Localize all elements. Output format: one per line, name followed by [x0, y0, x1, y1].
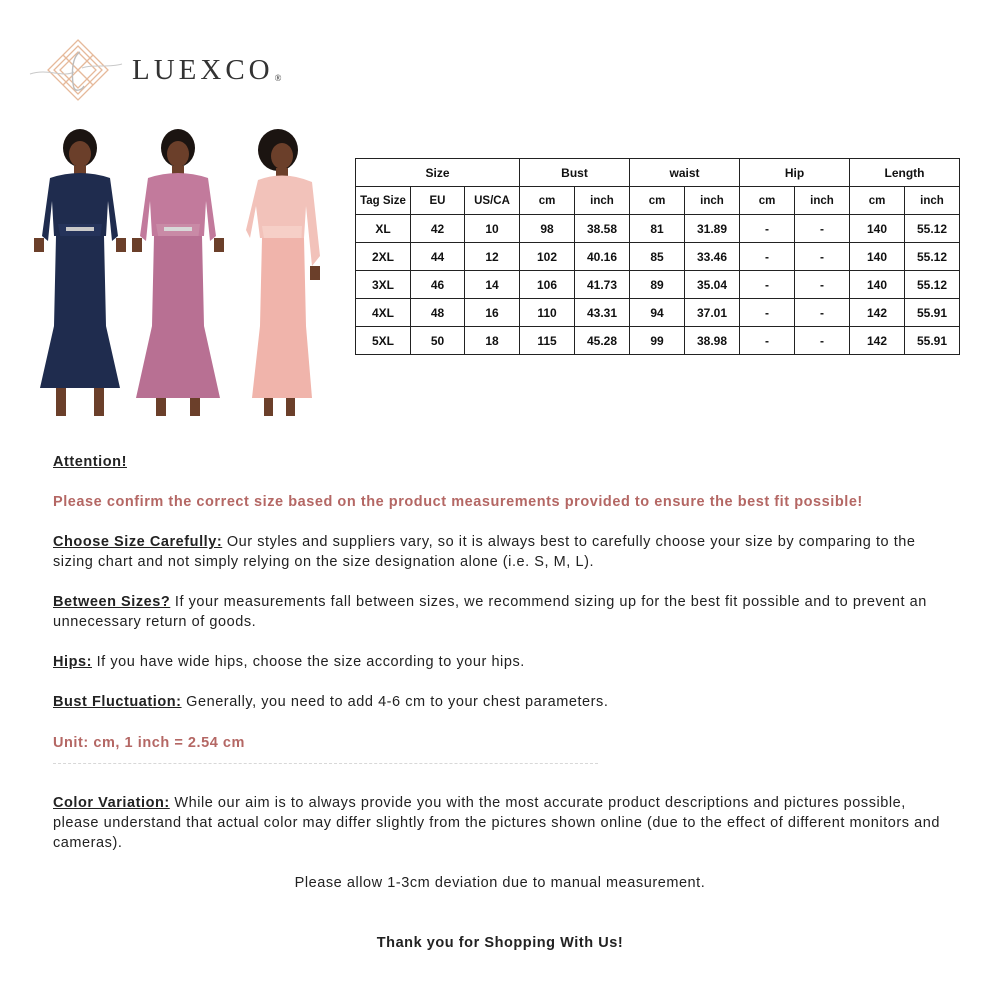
table-cell: 85 — [630, 243, 685, 271]
table-row — [356, 243, 960, 271]
table-cell: 55.12 — [905, 271, 960, 299]
bust-note — [53, 692, 953, 712]
brand-reg-mark: ® — [274, 73, 282, 83]
subheader-cell: inch — [575, 187, 630, 215]
model-navy-dress — [28, 126, 132, 418]
between-sizes-note — [53, 592, 953, 632]
subheader-cell: cm — [520, 187, 575, 215]
table-cell: 115 — [520, 327, 575, 355]
subheader-cell: Tag Size — [356, 187, 411, 215]
between-sizes-label: Between Sizes? — [53, 594, 171, 610]
color-variation-label: Color Variation: — [53, 795, 170, 811]
table-cell: 140 — [850, 243, 905, 271]
table-cell: 140 — [850, 271, 905, 299]
table-cell: 5XL — [356, 327, 411, 355]
brand-logo — [28, 38, 288, 102]
confirm-notice: Please confirm the correct size based on the product measurements provided to ensure the best fit possible! — [53, 494, 863, 510]
table-cell: 55.12 — [905, 215, 960, 243]
brand-name: LUEXCO — [132, 54, 274, 86]
table-cell: 94 — [630, 299, 685, 327]
table-cell: 48 — [411, 299, 465, 327]
table-cell: 3XL — [356, 271, 411, 299]
unit-note: Unit: cm, 1 inch = 2.54 cm — [53, 735, 245, 751]
table-row — [356, 215, 960, 243]
table-cell: 98 — [520, 215, 575, 243]
table-cell: 55.91 — [905, 299, 960, 327]
size-chart-body — [356, 159, 960, 355]
table-cell: - — [795, 271, 850, 299]
table-cell: - — [740, 243, 795, 271]
color-variation-note — [53, 793, 953, 853]
group-header-cell: Hip — [740, 159, 850, 187]
bust-label: Bust Fluctuation: — [53, 694, 182, 710]
table-cell: - — [795, 299, 850, 327]
deviation-note: Please allow 1-3cm deviation due to manual measurement. — [294, 875, 706, 891]
luexco-monogram-icon — [28, 38, 124, 102]
table-cell: 55.12 — [905, 243, 960, 271]
thanks-message: Thank you for Shopping With Us! — [376, 935, 624, 951]
table-cell: XL — [356, 215, 411, 243]
table-cell: 4XL — [356, 299, 411, 327]
table-cell: 43.31 — [575, 299, 630, 327]
attention-heading: Attention! — [53, 454, 127, 470]
group-header-cell: waist — [630, 159, 740, 187]
model-pink-dress — [226, 126, 330, 418]
table-cell: 10 — [465, 215, 520, 243]
subheader-cell: inch — [685, 187, 740, 215]
table-cell: 35.04 — [685, 271, 740, 299]
subheader-cell: inch — [795, 187, 850, 215]
table-row — [356, 327, 960, 355]
table-cell: 102 — [520, 243, 575, 271]
table-cell: 37.01 — [685, 299, 740, 327]
subheader-cell: US/CA — [465, 187, 520, 215]
table-cell: 142 — [850, 327, 905, 355]
table-cell: 31.89 — [685, 215, 740, 243]
table-cell: 38.98 — [685, 327, 740, 355]
dashed-divider — [53, 763, 598, 764]
choose-size-text: Our styles and suppliers vary, so it is always best to carefully choose your size by comparing to the sizing chart and not simply relying on the size designation alone (i.e. S, M, L). — [53, 534, 916, 570]
table-cell: - — [740, 215, 795, 243]
table-cell: 106 — [520, 271, 575, 299]
table-cell: - — [795, 215, 850, 243]
bust-text: Generally, you need to add 4-6 cm to your chest parameters. — [181, 694, 609, 710]
hips-note — [53, 652, 953, 672]
table-cell: 12 — [465, 243, 520, 271]
table-cell: 89 — [630, 271, 685, 299]
group-header-cell: Length — [850, 159, 960, 187]
table-cell: 14 — [465, 271, 520, 299]
subheader-cell: inch — [905, 187, 960, 215]
model-mauve-dress — [126, 126, 230, 418]
subheader-cell: cm — [740, 187, 795, 215]
table-cell: - — [740, 299, 795, 327]
between-sizes-text: If your measurements fall between sizes, we recommend sizing up for the best fit possible and to prevent an unnecessary return of goods. — [53, 594, 927, 630]
hips-text: If you have wide hips, choose the size according to your hips. — [92, 654, 525, 670]
table-cell: 18 — [465, 327, 520, 355]
table-cell: 81 — [630, 215, 685, 243]
subheader-cell: cm — [630, 187, 685, 215]
table-cell: 55.91 — [905, 327, 960, 355]
group-header-cell: Bust — [520, 159, 630, 187]
table-cell: 40.16 — [575, 243, 630, 271]
table-cell: 140 — [850, 215, 905, 243]
table-cell: 42 — [411, 215, 465, 243]
table-cell: 99 — [630, 327, 685, 355]
table-cell: 33.46 — [685, 243, 740, 271]
table-cell: - — [740, 327, 795, 355]
table-cell: - — [740, 271, 795, 299]
table-cell: 16 — [465, 299, 520, 327]
subheader-cell: EU — [411, 187, 465, 215]
table-cell: 41.73 — [575, 271, 630, 299]
size-table-group-header — [356, 159, 960, 187]
group-header-cell: Size — [356, 159, 520, 187]
table-cell: - — [795, 327, 850, 355]
table-cell: 44 — [411, 243, 465, 271]
table-row — [356, 299, 960, 327]
choose-size-note — [53, 532, 953, 572]
size-chart-table — [355, 158, 960, 355]
table-cell: 46 — [411, 271, 465, 299]
table-cell: 38.58 — [575, 215, 630, 243]
color-variation-text: While our aim is to always provide you with the most accurate product descriptions and pictures possible, please understand that actual color may differ slightly from the pictures shown online (due to the effect of different monitors and cameras). — [53, 795, 940, 851]
table-cell: 142 — [850, 299, 905, 327]
table-cell: 50 — [411, 327, 465, 355]
size-table-subheader — [356, 187, 960, 215]
table-cell: - — [795, 243, 850, 271]
hips-label: Hips: — [53, 654, 92, 670]
table-cell: 2XL — [356, 243, 411, 271]
table-row — [356, 271, 960, 299]
product-models-image — [28, 126, 328, 418]
table-cell: 45.28 — [575, 327, 630, 355]
subheader-cell: cm — [850, 187, 905, 215]
choose-size-label: Choose Size Carefully: — [53, 534, 223, 550]
table-cell: 110 — [520, 299, 575, 327]
